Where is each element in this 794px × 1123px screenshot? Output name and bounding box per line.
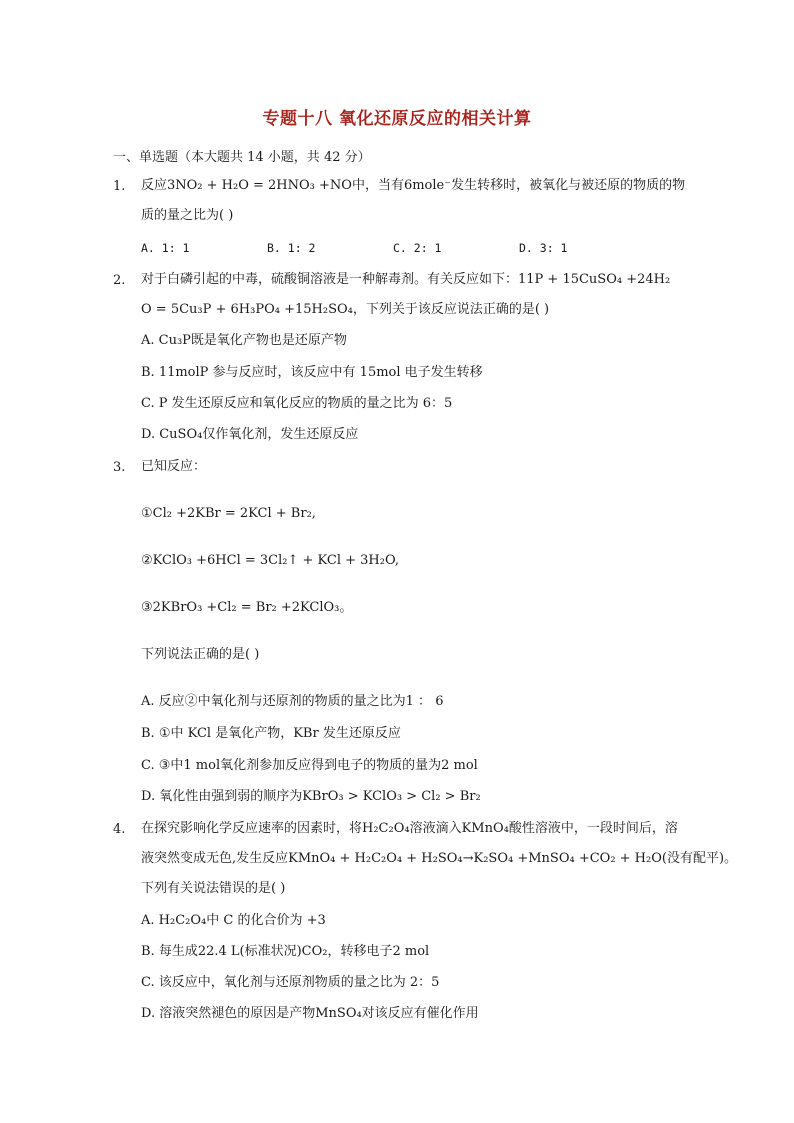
question-1-option-d: D. 3: 1 xyxy=(519,241,568,255)
question-4-option-a: A. H₂C₂O₄中 C 的化合价为 +3 xyxy=(141,913,326,928)
question-1-line-2: 质的量之比为( ) xyxy=(141,208,234,223)
question-2-line-2: O = 5Cu₃P + 6H₃PO₄ +15H₂SO₄，下列关于该反应说法正确的是( ) xyxy=(141,302,550,317)
question-3-option-c: C. ③中1 mol氧化剂参加反应得到电子的物质的量为2 mol xyxy=(141,758,478,773)
question-1-option-b: B. 1: 2 xyxy=(267,241,316,255)
question-4-option-d: D. 溶液突然褪色的原因是产物MnSO₄对该反应有催化作用 xyxy=(141,1006,479,1021)
document-title: 专题十八 氧化还原反应的相关计算 xyxy=(262,109,532,129)
question-2-option-d: D. CuSO₄仅作氧化剂，发生还原反应 xyxy=(141,427,359,442)
question-3-equation-3: ③2KBrO₃ +Cl₂ = Br₂ +2KClO₃。 xyxy=(141,600,353,615)
question-2-option-c: C. P 发生还原反应和氧化反应的物质的量之比为 6：5 xyxy=(141,396,453,411)
question-3-option-d: D. 氧化性由强到弱的顺序为KBrO₃ > KClO₃ > Cl₂ > Br₂ xyxy=(141,789,481,804)
question-4-option-c: C. 该反应中，氧化剂与还原剂物质的量之比为 2：5 xyxy=(141,975,440,990)
question-1-option-a: A. 1: 1 xyxy=(141,241,190,255)
question-2-option-a: A. Cu₃P既是氧化产物也是还原产物 xyxy=(141,333,347,348)
question-4-line-2: 液突然变成无色,发生反应KMnO₄ + H₂C₂O₄ + H₂SO₄→K₂SO₄ +MnSO₄ +CO₂ + H₂O(没有配平)。 xyxy=(141,851,738,866)
question-1-line-1: 反应3NO₂ + H₂O = 2HNO₃ +NO中，当有6mole⁻发生转移时，被氧化与被还原的物质的物 xyxy=(141,178,686,193)
section-heading: 一、单选题（本大题共 14 小题，共 42 分） xyxy=(113,150,371,165)
question-3-equation-1: ①Cl₂ +2KBr = 2KCl + Br₂, xyxy=(141,506,316,521)
question-1-number: 1. xyxy=(113,179,126,194)
question-3-equation-2: ②KClO₃ +6HCl = 3Cl₂↑ + KCl + 3H₂O, xyxy=(141,553,399,568)
question-4-number: 4. xyxy=(113,822,126,837)
question-2-line-1: 对于白磷引起的中毒，硫酸铜溶液是一种解毒剂。有关反应如下：11P + 15CuSO₄ +24H₂ xyxy=(141,272,671,287)
question-3-line-1: 已知反应： xyxy=(141,459,207,474)
question-2-option-b: B. 11molP 参与反应时，该反应中有 15mol 电子发生转移 xyxy=(141,365,483,380)
question-4-line-1: 在探究影响化学反应速率的因素时，将H₂C₂O₄溶液滴入KMnO₄酸性溶液中，一段时间后，溶 xyxy=(141,821,678,836)
question-4-option-b: B. 每生成22.4 L(标准状况)CO₂，转移电子2 mol xyxy=(141,944,430,959)
question-1-option-c: C. 2: 1 xyxy=(393,241,442,255)
question-3-prompt: 下列说法正确的是( ) xyxy=(141,647,260,662)
question-3-number: 3. xyxy=(113,460,126,475)
question-2-number: 2. xyxy=(113,273,126,288)
question-3-option-b: B. ①中 KCl 是氧化产物，KBr 发生还原反应 xyxy=(141,726,401,741)
question-4-line-3: 下列有关说法错误的是( ) xyxy=(141,881,286,896)
question-3-option-a: A. 反应②中氧化剂与还原剂的物质的量之比为1 ： 6 xyxy=(141,694,444,709)
